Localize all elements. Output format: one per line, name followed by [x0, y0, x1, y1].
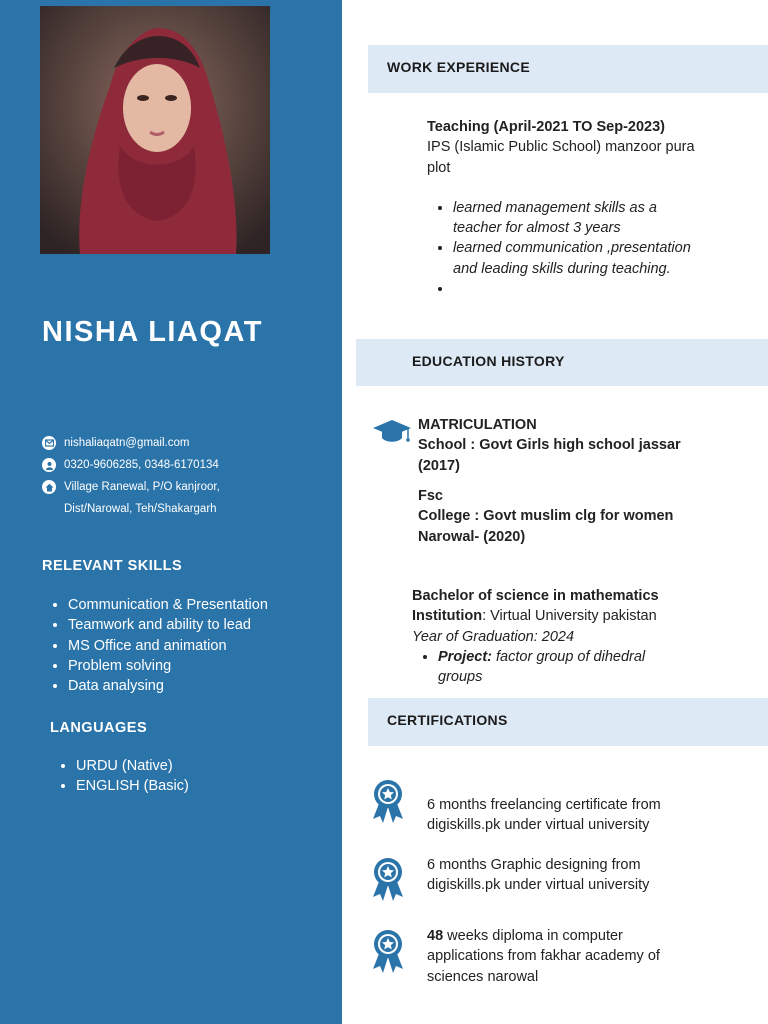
contact-block	[42, 432, 220, 520]
person-icon	[42, 458, 56, 472]
skills-list	[42, 595, 268, 696]
certificate-3-line-2: applications from fakhar academy of	[427, 948, 660, 965]
address-line-1: Village Ranewal, P/O kanjroor,	[64, 481, 220, 493]
matric-title: MATRICULATION	[418, 417, 537, 433]
award-ribbon-icon	[370, 779, 406, 823]
bsc-project-line-2: groups	[438, 669, 483, 686]
skill-item: • Data analysing	[68, 676, 268, 696]
work-bullet	[453, 238, 747, 279]
certifications-band	[368, 698, 768, 746]
candidate-name: NISHA LIAQAT	[42, 316, 263, 348]
bsc-project-line-1: factor group of dihedral	[492, 648, 646, 665]
matric-school-line-1: School : Govt Girls high school jassar	[418, 437, 681, 454]
certificate-1-line-2: digiskills.pk under virtual university	[427, 817, 650, 834]
languages-list	[50, 756, 189, 797]
home-icon	[42, 480, 56, 494]
fsc-title: Fsc	[418, 488, 443, 504]
work-bullet-2-line-2: and leading skills during teaching.	[453, 260, 671, 277]
work-experience-heading: WORK EXPERIENCE	[387, 59, 530, 75]
work-bullet	[453, 198, 747, 239]
certificate-2-line-1: 6 months Graphic designing from	[427, 857, 641, 873]
certificate-3-line-1-text: weeks diploma in computer	[443, 928, 623, 944]
email-icon	[42, 436, 56, 450]
certificate-1-line-1: 6 months freelancing certificate from	[427, 797, 661, 813]
work-entry	[427, 117, 747, 299]
education-heading: EDUCATION HISTORY	[412, 353, 565, 369]
address-text	[64, 476, 220, 520]
skill-item: • Teamwork and ability to lead	[68, 615, 268, 635]
certifications-heading: CERTIFICATIONS	[387, 712, 508, 728]
work-bullet-2-line-1: learned communication ,presentation	[453, 240, 691, 257]
work-title: Teaching (April-2021 TO Sep-2023)	[427, 119, 665, 135]
certificate-3	[427, 926, 757, 987]
email-text[interactable]: nishaliaqatn@gmail.com	[64, 437, 190, 449]
skill-item: • MS Office and animation	[68, 636, 268, 656]
work-org-line-2: plot	[427, 159, 451, 176]
languages-heading: LANGUAGES	[50, 720, 148, 736]
bsc-entry	[412, 586, 762, 687]
matric-school-line-2: (2017)	[418, 457, 460, 474]
bsc-project-label: Project:	[438, 648, 492, 665]
profile-photo	[40, 6, 270, 254]
bsc-institution	[412, 606, 762, 626]
bsc-project	[438, 647, 762, 688]
certificate-3-weeks: 48	[427, 928, 444, 944]
matric-entry	[418, 415, 758, 476]
profile-photo-illustration	[40, 6, 270, 254]
certificate-2-line-2: digiskills.pk under virtual university	[427, 877, 650, 894]
email-row	[42, 432, 220, 454]
phone-text: 0320-9606285, 0348-6170134	[64, 459, 219, 471]
language-item: • ENGLISH (Basic)	[76, 776, 189, 796]
work-bullets	[427, 198, 747, 299]
skill-item: • Problem solving	[68, 656, 268, 676]
bsc-title: Bachelor of science in mathematics	[412, 588, 659, 604]
address-line-2: Dist/Narowal, Teh/Shakargarh	[64, 503, 217, 515]
certificate-3-line-3: sciences narowal	[427, 968, 539, 985]
graduation-cap-icon	[372, 418, 412, 446]
certificate-3-line-1	[427, 926, 757, 946]
address-row	[42, 476, 220, 520]
skills-heading: RELEVANT SKILLS	[42, 558, 183, 574]
bsc-institution-value: : Virtual University pakistan	[482, 608, 657, 625]
work-org-line-1: IPS (Islamic Public School) manzoor pura	[427, 139, 695, 156]
award-ribbon-icon	[370, 857, 406, 901]
work-experience-band	[368, 45, 768, 93]
sidebar	[0, 0, 342, 1024]
education-band	[356, 339, 768, 386]
work-bullet-1-line-2: teacher for almost 3 years	[453, 220, 621, 237]
phone-row	[42, 454, 220, 476]
fsc-entry	[418, 486, 758, 547]
fsc-college-line-2: Narowal- (2020)	[418, 528, 526, 545]
skill-item: • Communication & Presentation	[68, 595, 268, 615]
bsc-institution-label: Institution	[412, 608, 483, 625]
certificate-1	[427, 795, 757, 836]
work-bullet-empty	[453, 279, 747, 299]
language-item: • URDU (Native)	[76, 756, 189, 776]
fsc-college-line-1: College : Govt muslim clg for women	[418, 508, 674, 525]
work-bullet-1-line-1: learned management skills as a	[453, 199, 657, 216]
bsc-year: Year of Graduation: 2024	[412, 628, 575, 645]
bsc-project-list	[412, 647, 762, 688]
award-ribbon-icon	[370, 929, 406, 973]
certificate-2	[427, 855, 757, 896]
